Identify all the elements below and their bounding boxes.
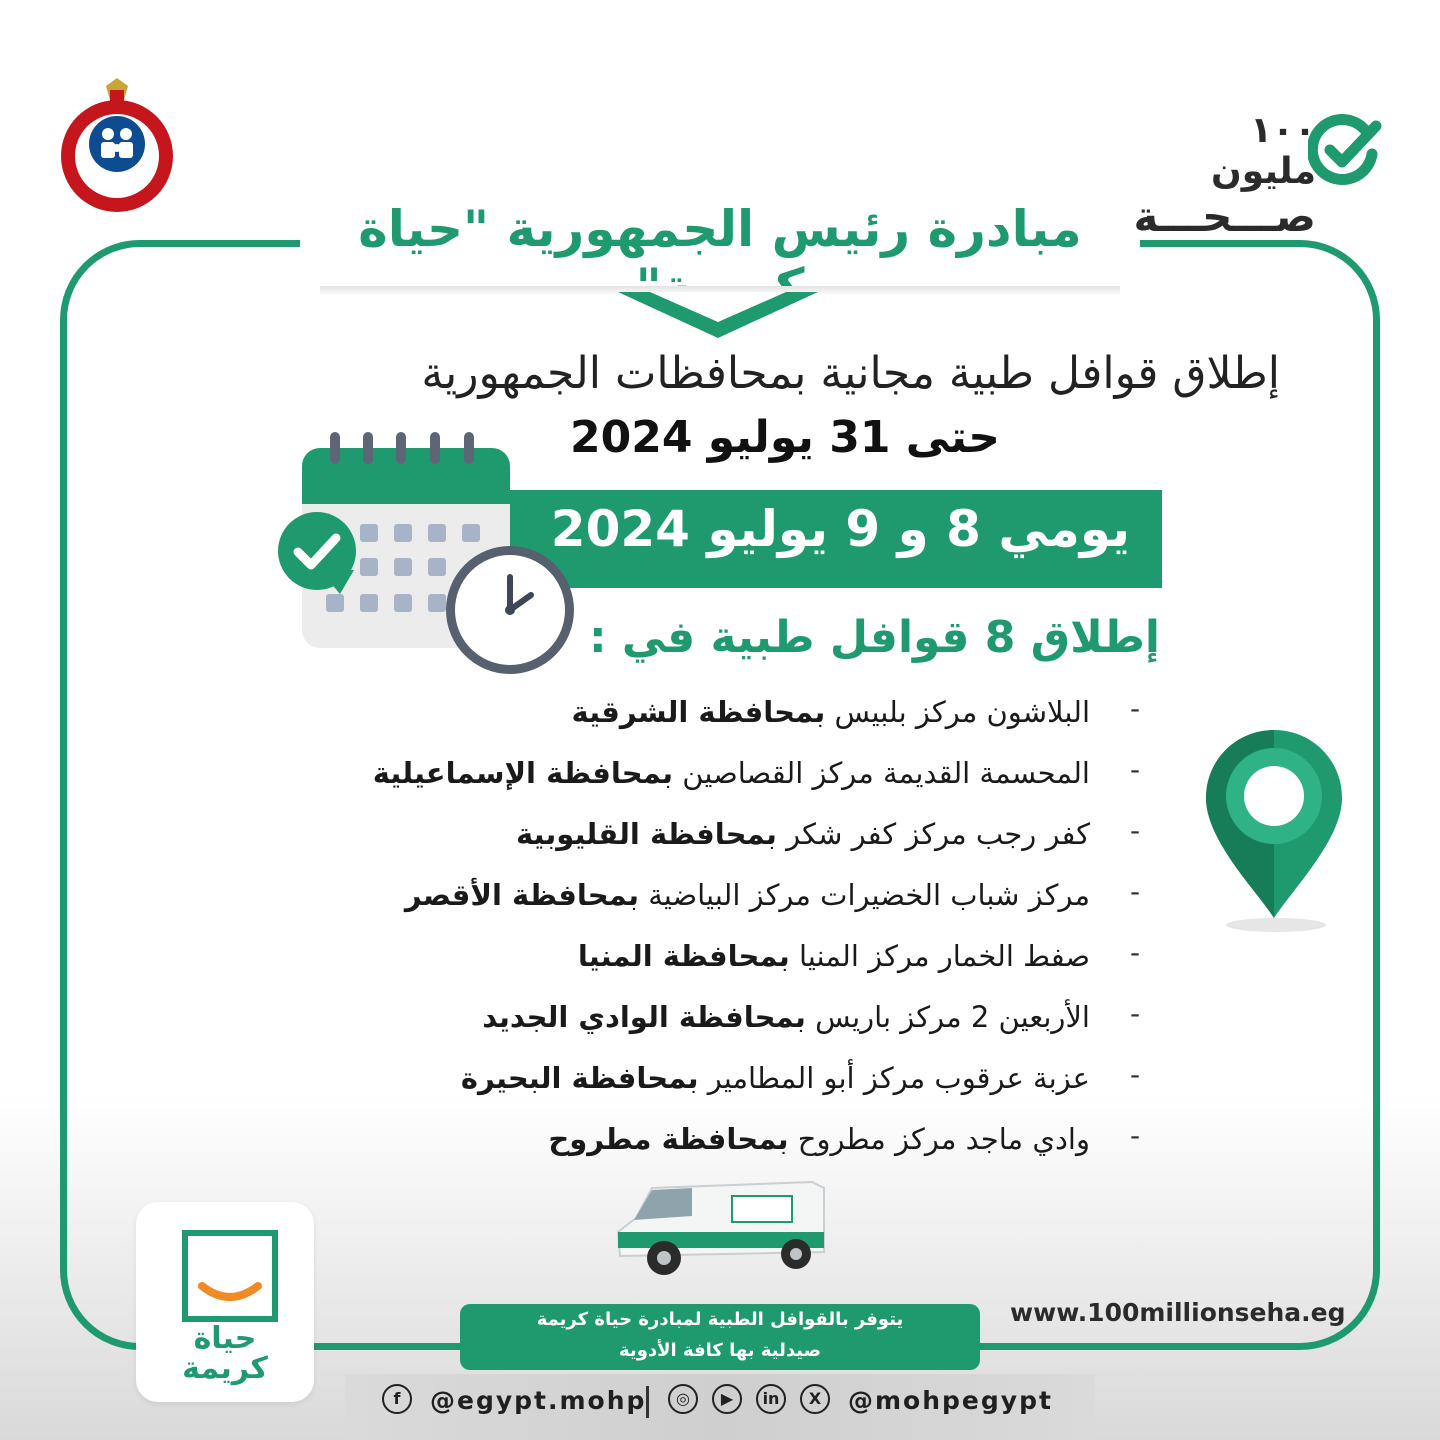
subtitle-line1: إطلاق قوافل طبية مجانية بمحافظات الجمهورية [421, 348, 1280, 399]
ambulance-illustration [612, 1168, 828, 1288]
list-bullet: - [1130, 936, 1141, 969]
list-bullet: - [1130, 1058, 1141, 1091]
check-bubble-icon [278, 512, 356, 590]
location-pin-icon [1206, 730, 1342, 924]
calendar-day [326, 594, 344, 612]
list-item [300, 997, 1090, 1058]
million-logo-line1: ١٠٠ مليون [1211, 110, 1316, 192]
calendar-day [428, 594, 446, 612]
list-item [300, 692, 1090, 753]
list-bullet: - [1130, 753, 1141, 786]
pharmacy-note-line1: يتوفر بالقوافل الطبية لمبادرة حياة كريمة [536, 1309, 904, 1330]
youtube-icon[interactable]: ▶ [712, 1384, 742, 1414]
hayah-karima-text: حياة كريمة [182, 1321, 268, 1386]
divider [646, 1386, 649, 1418]
facebook-icon[interactable]: f [382, 1384, 412, 1414]
smile-icon [188, 1236, 272, 1316]
calendar-ring [330, 432, 340, 464]
linkedin-icon[interactable]: in [756, 1384, 786, 1414]
location-governorate: بمحافظة الشرقية [571, 695, 826, 729]
locations-list [300, 692, 1090, 1180]
calendar-ring [396, 432, 406, 464]
location-governorate: بمحافظة المنيا [577, 939, 790, 973]
list-bullet: - [1130, 997, 1141, 1030]
list-bullet: - [1130, 875, 1141, 908]
location-place: وادي ماجد مركز مطروح [788, 1122, 1090, 1156]
x-icon[interactable]: X [800, 1384, 830, 1414]
calendar-day [394, 524, 412, 542]
pharmacy-note [460, 1304, 980, 1370]
list-bullet: - [1130, 1119, 1141, 1152]
calendar-day [428, 558, 446, 576]
location-place: البلاشون مركز بلبيس [825, 695, 1090, 729]
location-place: الأربعين 2 مركز باريس [805, 1000, 1090, 1034]
facebook-handle[interactable]: @egypt.mohp [430, 1386, 647, 1415]
date-banner-text: يومي 8 و 9 يوليو 2024 [550, 500, 1130, 558]
list-item [300, 936, 1090, 997]
social-handle[interactable]: @mohpegypt [848, 1386, 1053, 1415]
location-governorate: بمحافظة البحيرة [460, 1061, 699, 1095]
location-place: عزبة عرقوب مركز أبو المطامير [698, 1061, 1090, 1095]
calendar-day [428, 524, 446, 542]
location-place: صفط الخمار مركز المنيا [789, 939, 1090, 973]
calendar-day [394, 558, 412, 576]
location-place: المحسمة القديمة مركز القصاصين [673, 756, 1090, 790]
list-item [300, 753, 1090, 814]
million-logo-line2: صـــحـــة [1133, 192, 1316, 241]
location-place: مركز شباب الخضيرات مركز البياضية [639, 878, 1090, 912]
list-item [300, 1058, 1090, 1119]
calendar-ring [430, 432, 440, 464]
calendar-ring [363, 432, 373, 464]
list-item [300, 814, 1090, 875]
list-bullet: - [1130, 692, 1141, 725]
ministry-logo [58, 78, 176, 212]
100-million-logo [1133, 110, 1316, 241]
chevron-inner [650, 292, 786, 322]
calendar-day [360, 524, 378, 542]
calendar-day [360, 558, 378, 576]
instagram-icon[interactable]: ◎ [668, 1384, 698, 1414]
location-place: كفر رجب مركز كفر شكر [776, 817, 1090, 851]
list-item [300, 875, 1090, 936]
calendar-ring [464, 432, 474, 464]
check-icon [1308, 112, 1382, 190]
page-title: مبادرة رئيس الجمهورية "حياة [358, 200, 1082, 258]
calendar-day [394, 594, 412, 612]
calendar-day [462, 524, 480, 542]
location-governorate: بمحافظة القليوبية [515, 817, 777, 851]
ministry-emblem-icon [58, 78, 176, 212]
location-governorate: بمحافظة الوادي الجديد [482, 1000, 806, 1034]
pharmacy-note-line2: صيدلية بها كافة الأدوية [619, 1340, 821, 1361]
location-governorate: بمحافظة الأقصر [404, 878, 639, 912]
calendar-day [360, 594, 378, 612]
clock-icon [446, 546, 574, 674]
website-link[interactable]: www.100millionseha.eg [1010, 1298, 1346, 1327]
location-governorate: بمحافظة مطروح [548, 1122, 789, 1156]
hayah-karima-mark [182, 1230, 278, 1322]
list-bullet: - [1130, 814, 1141, 847]
location-governorate: بمحافظة الإسماعيلية [372, 756, 674, 790]
launch-heading: إطلاق 8 قوافل طبية في : [588, 612, 1160, 663]
subtitle-line2: حتى 31 يوليو 2024 [569, 412, 1000, 463]
